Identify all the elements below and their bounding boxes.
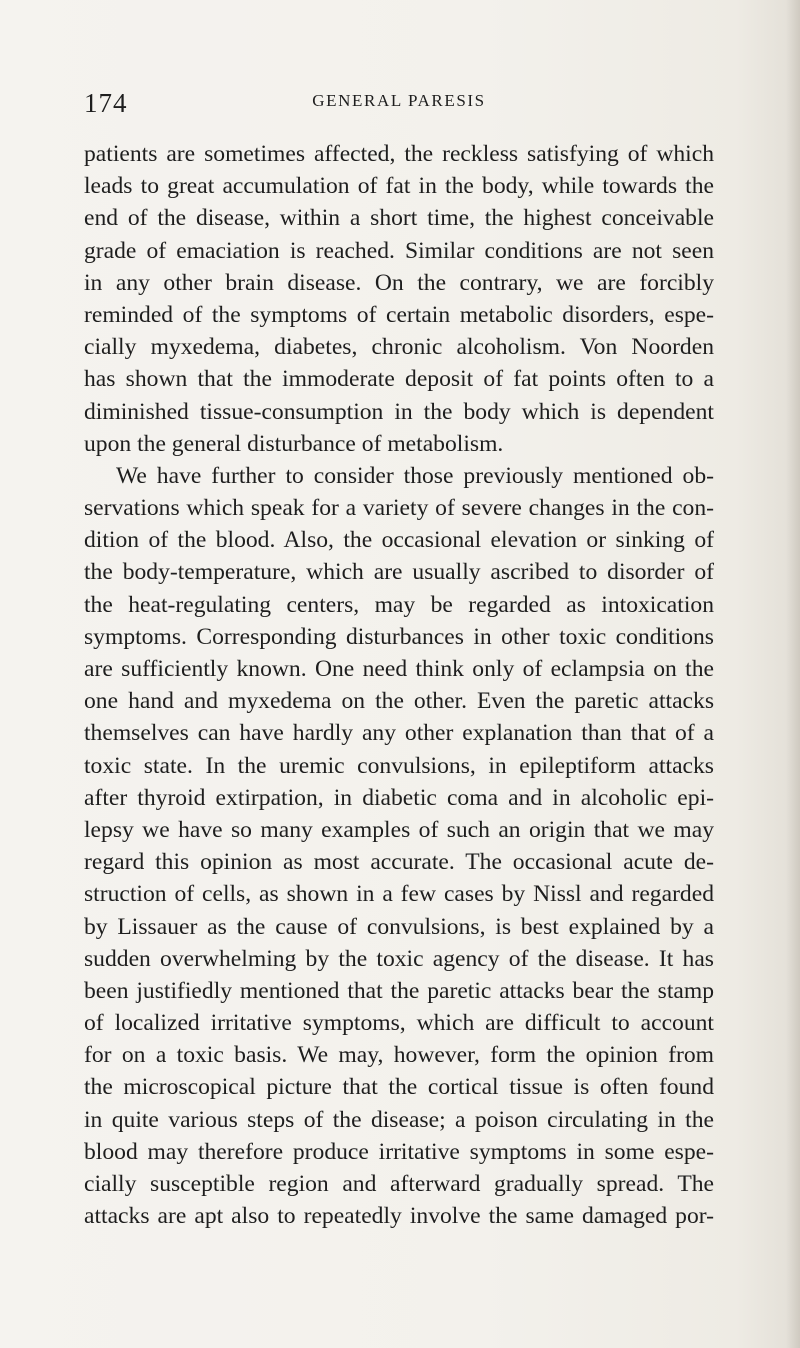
body-text — [84, 138, 714, 1232]
text-line: the microscopical picture that the cortical tissue is often found — [84, 1074, 714, 1101]
text-line: lepsy we have so many examples of such an origin that we may — [84, 816, 714, 843]
text-line: has shown that the immoderate deposit of fat points often to a — [84, 366, 714, 393]
text-line: symptoms. Corresponding disturbances in other toxic conditions — [84, 623, 714, 650]
text-line: attacks are apt also to repeatedly involve the same damaged por- — [84, 1203, 714, 1230]
running-head: GENERAL PARESIS — [312, 91, 486, 110]
text-line: cially myxedema, diabetes, chronic alcoholism. Von Noorden — [84, 334, 714, 361]
text-line: for on a toxic basis. We may, however, form the opinion from — [84, 1042, 714, 1069]
text-line: leads to great accumulation of fat in the body, while towards the — [84, 173, 714, 200]
text-line: dition of the blood. Also, the occasional elevation or sinking of — [84, 527, 714, 554]
text-line: one hand and myxedema on the other. Even the paretic attacks — [84, 688, 714, 715]
text-line: diminished tissue-consumption in the body which is dependent — [84, 398, 714, 425]
text-line: of localized irritative symptoms, which are difficult to account — [84, 1010, 714, 1037]
text-line: themselves can have hardly any other explanation than that of a — [84, 720, 714, 747]
page-edge-shadow — [786, 0, 800, 1348]
text-line: in quite various steps of the disease; a poison circulating in the — [84, 1106, 714, 1133]
text-line: end of the disease, within a short time, the highest conceivable — [84, 205, 714, 232]
page-header — [84, 88, 714, 118]
page-number: 174 — [84, 88, 128, 118]
text-line: after thyroid extirpation, in diabetic coma and in alcoholic epi- — [84, 784, 714, 811]
text-line: the heat-regulating centers, may be regarded as intoxication — [84, 591, 714, 618]
paragraph-end-line: upon the general disturbance of metabolism. — [84, 430, 504, 457]
text-line: patients are sometimes affected, the reckless satisfying of which — [84, 141, 714, 167]
text-line: the body-temperature, which are usually ascribed to disorder of — [84, 559, 714, 586]
text-line: blood may therefore produce irritative symptoms in some espe- — [84, 1138, 714, 1165]
text-line: toxic state. In the uremic convulsions, in epileptiform attacks — [84, 752, 714, 779]
text-line: sudden overwhelming by the toxic agency of the disease. It has — [84, 945, 714, 972]
text-line: reminded of the symptoms of certain metabolic disorders, espe- — [84, 301, 714, 328]
paragraph-start-line: We have further to consider those previously mentioned ob- — [116, 462, 714, 489]
text-line: cially susceptible region and afterward gradually spread. The — [84, 1171, 714, 1197]
text-line: servations which speak for a variety of severe changes in the con- — [84, 495, 714, 522]
text-line: are sufficiently known. One need think only of eclampsia on the — [84, 656, 714, 682]
text-line: in any other brain disease. On the contrary, we are forcibly — [84, 269, 714, 296]
text-line: by Lissauer as the cause of convulsions, is best explained by a — [84, 913, 714, 940]
text-line: grade of emaciation is reached. Similar conditions are not seen — [84, 237, 714, 264]
text-line: regard this opinion as most accurate. The occasional acute de- — [84, 849, 714, 876]
text-line: struction of cells, as shown in a few cases by Nissl and regarded — [84, 881, 714, 908]
text-line: been justifiedly mentioned that the paretic attacks bear the stamp — [84, 977, 714, 1004]
